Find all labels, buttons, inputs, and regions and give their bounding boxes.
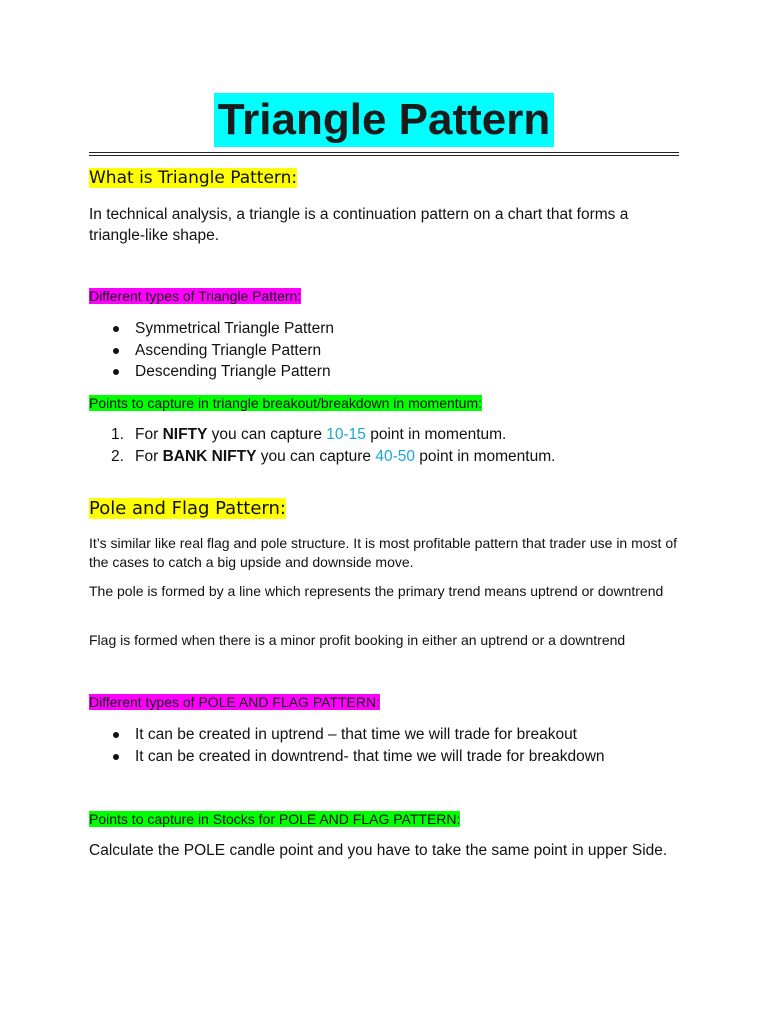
- section2-types-heading-block: [89, 693, 689, 712]
- list-item: Ascending Triangle Pattern: [89, 340, 689, 362]
- section1-heading-block: [89, 167, 689, 189]
- bullet-icon: [113, 326, 119, 332]
- section2-paragraph-1: It’s similar like real flag and pole structure. It is most profitable pattern that trader use in most of the cases to catch a big upside and downside move.: [89, 535, 678, 570]
- section1-types-heading: Different types of Triangle Pattern:: [89, 288, 302, 304]
- section2-types-list: [89, 724, 689, 767]
- list-item: Symmetrical Triangle Pattern: [89, 318, 689, 340]
- list-item: It can be created in downtrend- that time we will trade for breakdown: [89, 746, 689, 768]
- page-title: Triangle Pattern: [214, 93, 555, 147]
- list-item: 1. For NIFTY you can capture 10-15 point in momentum.: [111, 426, 507, 443]
- list-item: Descending Triangle Pattern: [89, 361, 689, 383]
- section1-types-heading-block: [89, 287, 689, 306]
- section1-points-heading-block: [89, 394, 689, 413]
- section1-types-list: [89, 318, 689, 383]
- section1-points-list: [89, 424, 689, 467]
- section2-heading: Pole and Flag Pattern:: [89, 498, 286, 519]
- section2-paragraph-3: Flag is formed when there is a minor profit booking in either an uptrend or a downtrend: [89, 632, 626, 648]
- point-range: 40-50: [375, 447, 415, 465]
- section1-paragraph: In technical analysis, a triangle is a continuation pattern on a chart that forms a triangle-like shape.: [89, 206, 629, 244]
- section1-heading: What is Triangle Pattern:: [89, 168, 298, 188]
- section2-points-heading: Points to capture in Stocks for POLE AND FLAG PATTERN:: [89, 811, 461, 827]
- section2-paragraph-2: The pole is formed by a line which represents the primary trend means uptrend or downtrend: [89, 583, 664, 599]
- bullet-icon: [113, 754, 119, 760]
- title-rule-top: [89, 152, 679, 153]
- section2-points-heading-block: [89, 810, 689, 829]
- section2-points-paragraph: Calculate the POLE candle point and you have to take the same point in upper Side.: [89, 842, 668, 859]
- section2-types-heading: Different types of POLE AND FLAG PATTERN:: [89, 694, 380, 710]
- point-range: 10-15: [326, 426, 366, 443]
- index-name: BANK NIFTY: [162, 447, 257, 465]
- bullet-icon: [113, 732, 119, 738]
- title-rule-bottom: [89, 155, 679, 156]
- list-item: 2. For BANK NIFTY you can capture 40-50 point in momentum.: [111, 447, 556, 465]
- index-name: NIFTY: [162, 426, 208, 443]
- bullet-icon: [113, 369, 119, 375]
- section2-heading-block: [89, 498, 689, 520]
- section1-points-heading: Points to capture in triangle breakout/breakdown in momentum:: [89, 395, 482, 411]
- bullet-icon: [113, 348, 119, 354]
- list-item: It can be created in uptrend – that time we will trade for breakout: [89, 724, 689, 746]
- title-wrap: [0, 93, 768, 147]
